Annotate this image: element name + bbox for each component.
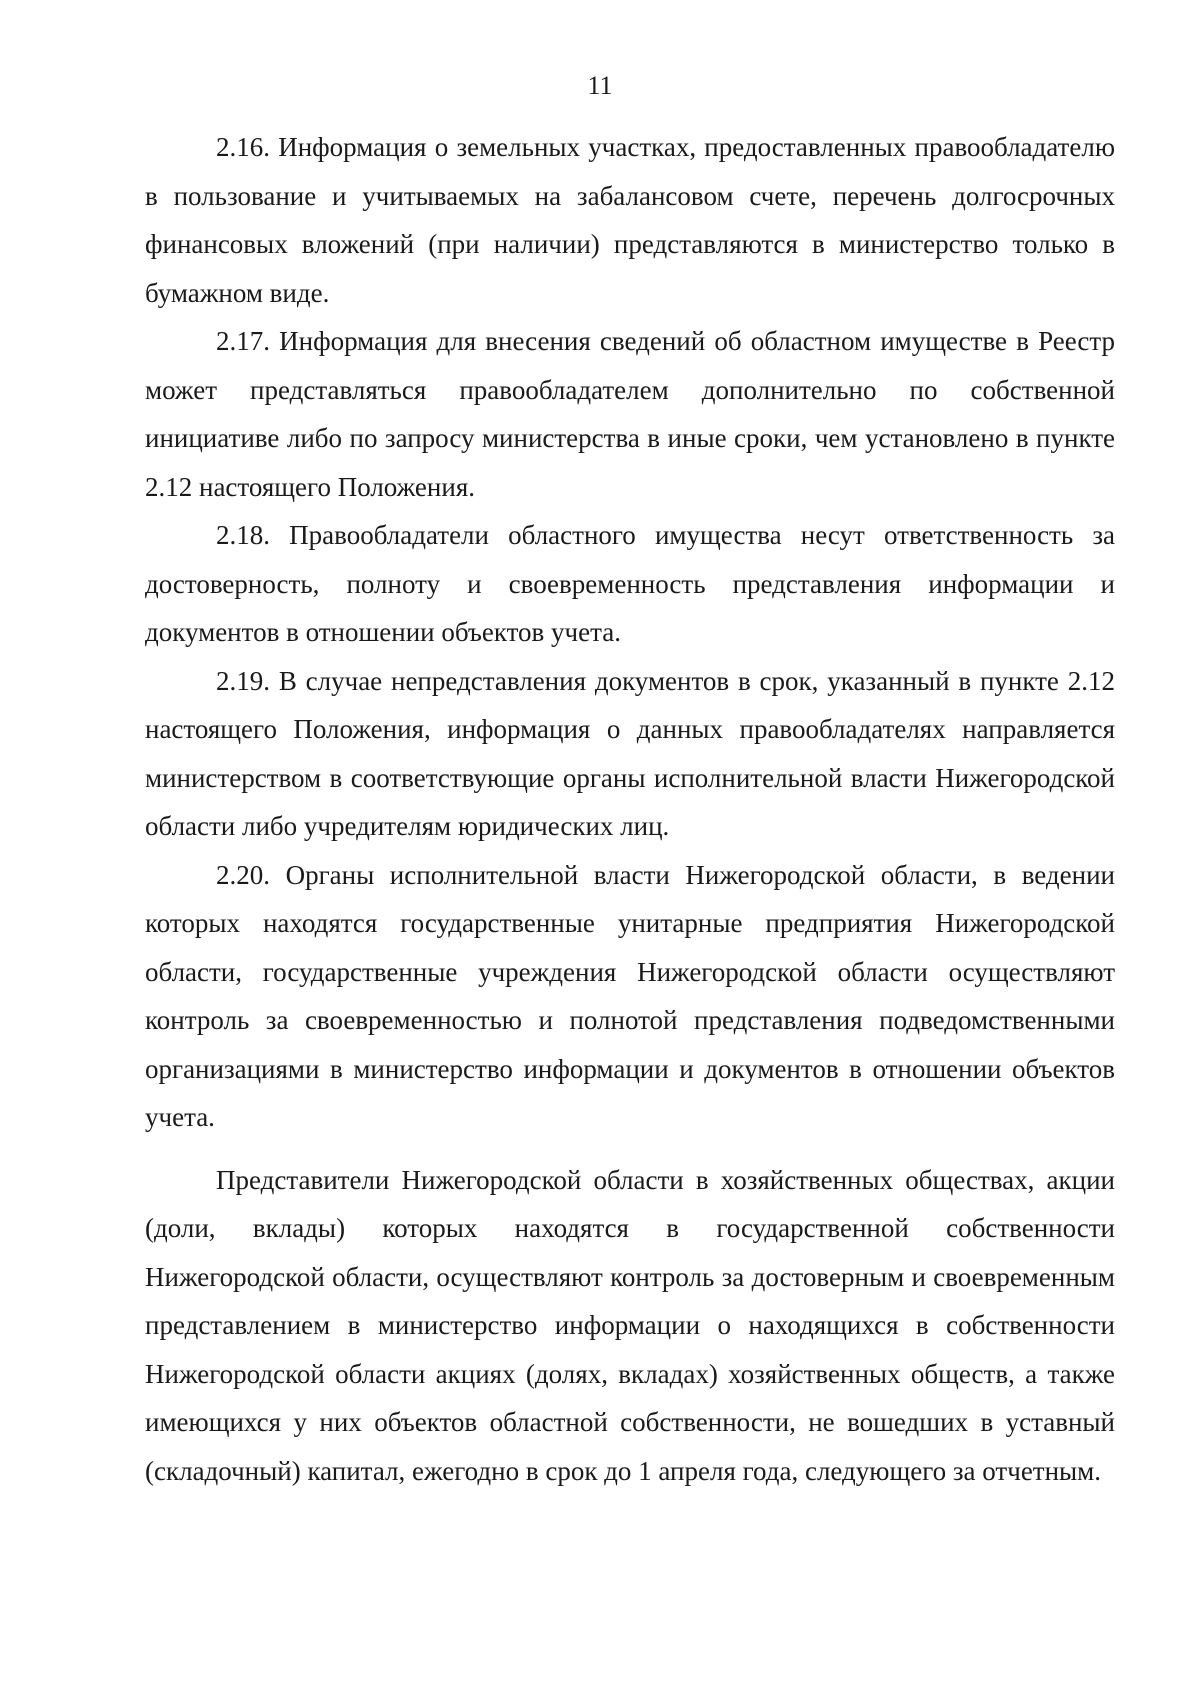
paragraph-2-19: 2.19. В случае непредставления документов в срок, указанный в пункте 2.12 настоящего Положения, информация о данных правообладателях направляется министерством в соответствующие органы исполнительной власти Нижегородской области либо учредителям юридических лиц. [145,665,1115,841]
paragraph-representatives: Представители Нижегородской области в хозяйственных обществах, акции (доли, вклады) которых находятся в государственной собственности Нижегородской области, осуществляют контроль за достоверным и своевременным представлением в министерство информации о находящихся в собственности Нижегородской области акциях (долях, вкладах) хозяйственных обществ, а также имеющихся у них объектов областной собственности, не вошедших в уставный (складочный) капитал, ежегодно в срок до 1 апреля года, следующего за отчетным. [145,1164,1115,1486]
paragraph-2-20: 2.20. Органы исполнительной власти Нижегородской области, в ведении которых находятся государственные унитарные предприятия Нижегородской области, государственные учреждения Нижегородской области осуществляют контроль за своевременностью и полнотой представления подведомственными организациями в министерство информации и документов в отношении объектов учета. [145,859,1115,1132]
paragraph-2-18: 2.18. Правообладатели областного имущества несут ответственность за достоверность, полноту и своевременность представления информации и документов в отношении объектов учета. [145,520,1115,647]
paragraph-2-17: 2.17. Информация для внесения сведений об областном имуществе в Реестр может представляться правообладателем дополнительно по собственной инициативе либо по запросу министерства в иные сроки, чем установлено в пункте 2.12 настоящего Положения. [145,326,1115,502]
document-body [145,123,1115,1495]
page-number: 11 [587,71,613,100]
paragraph-2-16: 2.16. Информация о земельных участках, предоставленных правообладателю в пользование и учитываемых на забалансовом счете, перечень долгосрочных финансовых вложений (при наличии) представляются в министерство только в бумажном виде. [145,132,1115,308]
